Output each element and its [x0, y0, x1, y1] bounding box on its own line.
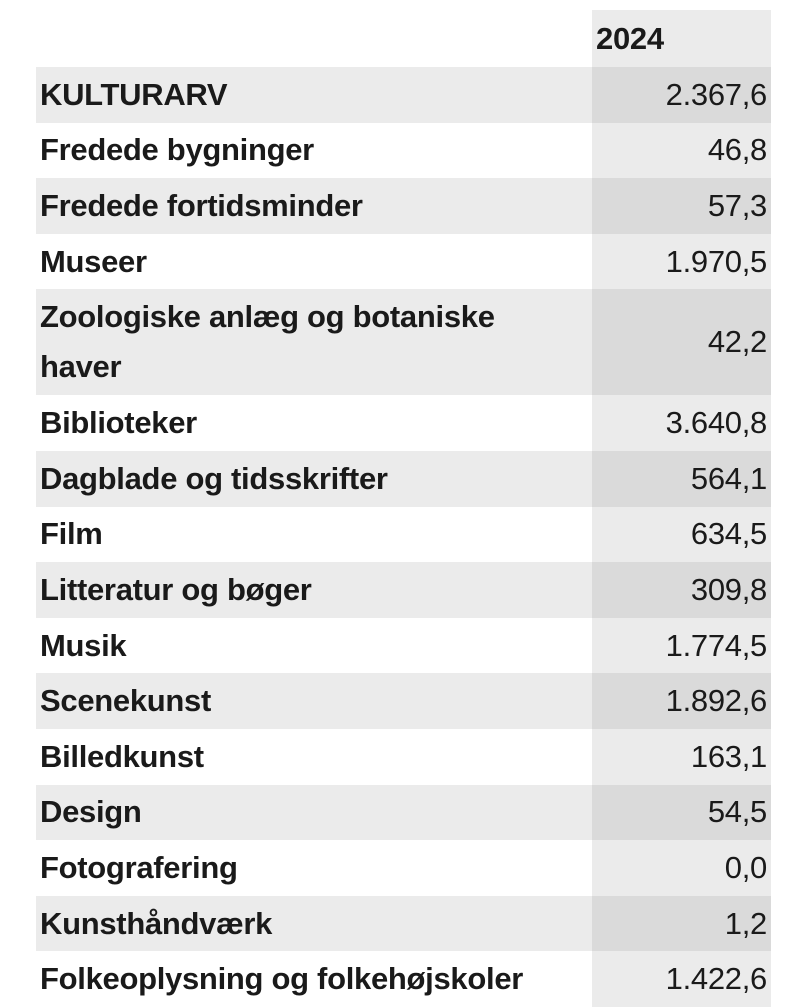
- row-label: Fredede bygninger: [36, 123, 592, 179]
- table-row: [36, 395, 771, 451]
- row-label: Musik: [36, 618, 592, 674]
- row-value: 564,1: [592, 451, 771, 507]
- row-value: 2.367,6: [592, 67, 771, 123]
- row-value: 54,5: [592, 785, 771, 841]
- row-label: Film: [36, 507, 592, 563]
- row-label: Dagblade og tidsskrifter: [36, 451, 592, 507]
- table-row: [36, 234, 771, 290]
- row-value: 57,3: [592, 178, 771, 234]
- table-row: [36, 951, 771, 1007]
- row-label: Kunsthåndværk: [36, 896, 592, 952]
- row-value: 46,8: [592, 123, 771, 179]
- row-value: 1.774,5: [592, 618, 771, 674]
- row-value: 1.892,6: [592, 673, 771, 729]
- row-value: 634,5: [592, 507, 771, 563]
- row-value: 0,0: [592, 840, 771, 896]
- row-label: Folkeoplysning og folkehøjskoler: [36, 951, 592, 1007]
- row-label: Fotografering: [36, 840, 592, 896]
- table-row: [36, 618, 771, 674]
- row-label: KULTURARV: [36, 67, 592, 123]
- table-row: [36, 451, 771, 507]
- row-label: Fredede fortidsminder: [36, 178, 592, 234]
- table-row: [36, 178, 771, 234]
- table-row: [36, 673, 771, 729]
- row-label: Zoologiske anlæg og botaniske haver: [36, 289, 592, 395]
- table-row: [36, 896, 771, 952]
- year-column-header: 2024: [592, 10, 771, 67]
- table-row: [36, 562, 771, 618]
- row-label: Biblioteker: [36, 395, 592, 451]
- table-row: [36, 123, 771, 179]
- row-value: 309,8: [592, 562, 771, 618]
- table-row: [36, 785, 771, 841]
- table-row: [36, 289, 771, 395]
- row-value: 163,1: [592, 729, 771, 785]
- header-label-cell: [36, 10, 592, 67]
- row-value: 42,2: [592, 289, 771, 395]
- row-label: Scenekunst: [36, 673, 592, 729]
- row-label: Litteratur og bøger: [36, 562, 592, 618]
- table-row: [36, 507, 771, 563]
- row-value: 3.640,8: [592, 395, 771, 451]
- row-value: 1.970,5: [592, 234, 771, 290]
- row-value: 1,2: [592, 896, 771, 952]
- table-header-row: [36, 10, 771, 67]
- row-label: Billedkunst: [36, 729, 592, 785]
- table-row: [36, 729, 771, 785]
- row-label: Design: [36, 785, 592, 841]
- row-label: Museer: [36, 234, 592, 290]
- row-value: 1.422,6: [592, 951, 771, 1007]
- table-row: [36, 840, 771, 896]
- data-table: [36, 10, 771, 1007]
- table-row: [36, 67, 771, 123]
